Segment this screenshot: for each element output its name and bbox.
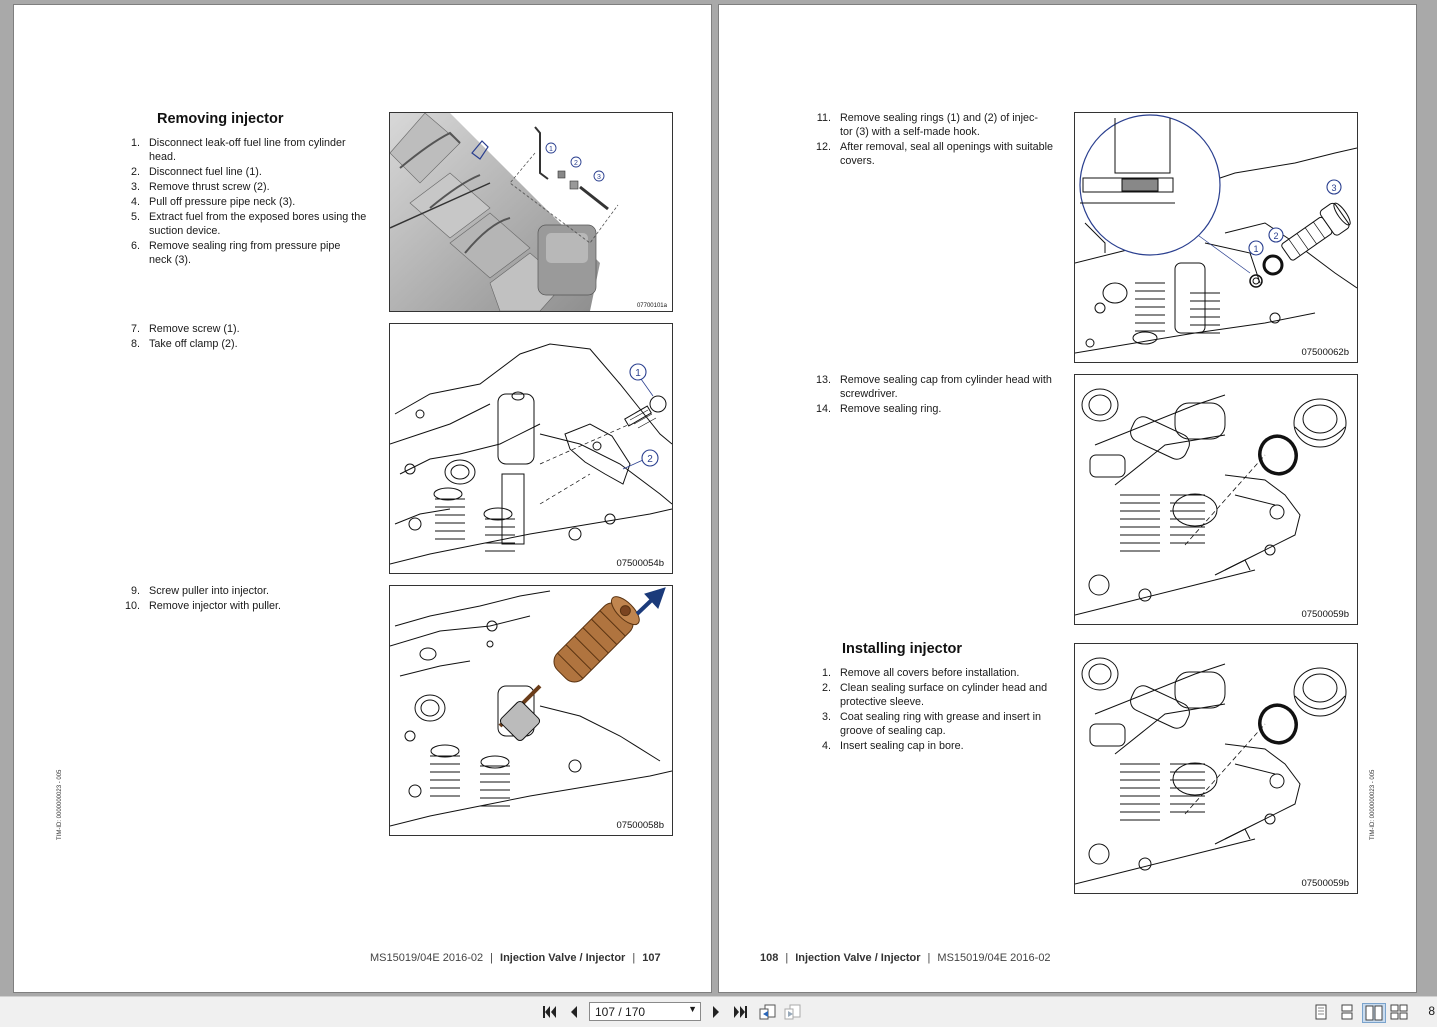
step-text: Insert sealing cap in bore. — [840, 740, 964, 752]
last-page-icon[interactable] — [732, 1003, 750, 1021]
first-page-icon[interactable] — [540, 1003, 558, 1021]
step-text: groove of sealing cap. — [840, 725, 946, 737]
step-text: head. — [149, 151, 177, 163]
figure-code: 07700101a — [636, 303, 667, 309]
callout-1: 1 — [635, 368, 641, 379]
step-item — [118, 150, 378, 164]
next-page-icon[interactable] — [707, 1003, 725, 1021]
page-number-select[interactable] — [589, 1002, 701, 1021]
step-item — [118, 195, 378, 209]
step-list — [809, 666, 1074, 753]
step-list — [118, 136, 378, 267]
footer-chapter: Injection Valve / Injector — [500, 952, 626, 964]
page-108 — [718, 4, 1417, 993]
continuous-facing-view-icon[interactable] — [1390, 1003, 1408, 1021]
step-item — [809, 739, 1074, 753]
callout-3: 3 — [597, 174, 601, 181]
step-text: Remove screw (1). — [149, 323, 240, 335]
figure-code: 07500059b — [1301, 878, 1349, 889]
step-item — [809, 666, 1074, 680]
section-title-installing-injector: Installing injector — [842, 641, 963, 657]
step-item — [118, 210, 378, 224]
step-text: Remove sealing cap from cylinder head with — [840, 374, 1052, 386]
step-item — [118, 337, 378, 351]
sealing-cap-removal-figure — [1074, 374, 1358, 625]
page-107 — [13, 4, 712, 993]
step-text: tor (3) with a self-made hook. — [840, 126, 980, 138]
step-number: 9. — [130, 585, 140, 597]
viewer-toolbar — [0, 996, 1437, 1027]
step-number: 1. — [130, 137, 140, 149]
step-item — [809, 724, 1074, 738]
footer-chapter: Injection Valve / Injector — [795, 952, 921, 964]
go-forward-icon[interactable] — [784, 1003, 802, 1021]
step-number: 12. — [815, 141, 831, 153]
step-item — [809, 373, 1074, 387]
step-number: 7. — [130, 323, 140, 335]
step-item — [118, 253, 378, 267]
step-list — [809, 373, 1074, 416]
footer-doc-number: MS15019/04E 2016-02 — [937, 952, 1051, 964]
step-text: Screw puller into injector. — [149, 585, 270, 597]
step-text: After removal, seal all openings with suitable — [840, 141, 1054, 153]
step-item — [118, 599, 378, 613]
step-text: covers. — [840, 155, 875, 167]
step-text: Remove all covers before installation. — [840, 667, 1020, 679]
step-text: screwdriver. — [840, 388, 898, 400]
step-number: 4. — [130, 196, 140, 208]
step-number: 1. — [821, 667, 831, 679]
go-back-icon[interactable] — [759, 1003, 777, 1021]
step-text: Pull off pressure pipe neck (3). — [149, 196, 296, 208]
step-item — [118, 224, 378, 238]
step-number: 5. — [130, 211, 140, 223]
step-item — [118, 239, 378, 253]
step-text: Remove sealing ring from pressure pipe — [149, 240, 341, 252]
callout-3: 3 — [1331, 183, 1337, 193]
section-title-removing-injector: Removing injector — [157, 111, 284, 127]
callout-2: 2 — [647, 454, 653, 465]
step-item — [118, 584, 378, 598]
side-document-code: TIM-ID: 0000000023 - 005 — [57, 769, 63, 840]
figure-code: 07500062b — [1301, 347, 1349, 358]
page-footer: MS15019/04E 2016-02 | Injection Valve / Injector | 107 — [370, 952, 661, 964]
step-list — [118, 584, 378, 613]
callout-2: 2 — [574, 160, 578, 167]
step-text: Coat sealing ring with grease and insert in — [840, 711, 1042, 723]
step-number: 3. — [821, 711, 831, 723]
step-number: 4. — [821, 740, 831, 752]
page-number: 107 — [642, 952, 661, 964]
clamp-screw-figure — [389, 323, 673, 574]
callout-1: 1 — [549, 146, 553, 153]
step-text: Extract fuel from the exposed bores using the — [149, 211, 367, 223]
step-text: neck (3). — [149, 254, 192, 266]
step-number: 2. — [130, 166, 140, 178]
chevron-down-icon: ▼ — [688, 1004, 697, 1014]
figure-code: 07500059b — [1301, 609, 1349, 620]
step-item — [118, 165, 378, 179]
step-text: Disconnect fuel line (1). — [149, 166, 262, 178]
step-text: Clean sealing surface on cylinder head and — [840, 682, 1048, 694]
step-item — [809, 154, 1074, 168]
step-number: 13. — [815, 374, 831, 386]
step-item — [809, 111, 1074, 125]
continuous-view-icon[interactable] — [1338, 1003, 1356, 1021]
step-item — [809, 140, 1074, 154]
page-number: 108 — [760, 952, 779, 964]
step-item — [118, 322, 378, 336]
step-text: suction device. — [149, 225, 221, 237]
callout-2: 2 — [1273, 231, 1279, 241]
step-number: 10. — [124, 600, 140, 612]
step-list — [118, 322, 378, 351]
step-item — [118, 180, 378, 194]
side-document-code: TIM-ID: 0000000023 - 005 — [1370, 769, 1376, 840]
prev-page-icon[interactable] — [565, 1003, 583, 1021]
step-item — [809, 402, 1074, 416]
sealing-rings-figure — [1074, 112, 1358, 363]
page-indicator: 107 / 170 — [595, 1005, 646, 1019]
page-footer: 108 | Injection Valve / Injector | MS15019/04E 2016-02 — [760, 952, 1051, 964]
step-item — [809, 125, 1074, 139]
figure-code: 07500054b — [616, 558, 664, 569]
step-list — [809, 111, 1074, 168]
step-text: Take off clamp (2). — [149, 338, 238, 350]
step-number: 11. — [816, 112, 831, 124]
step-item — [809, 710, 1074, 724]
step-item — [809, 695, 1074, 709]
step-number: 6. — [130, 240, 140, 252]
step-number: 3. — [130, 181, 140, 193]
figure-code: 07500058b — [616, 820, 664, 831]
step-text: Remove sealing rings (1) and (2) of injec- — [840, 112, 1039, 124]
step-text: Remove thrust screw (2). — [149, 181, 270, 193]
step-number: 2. — [821, 682, 831, 694]
injector-puller-figure — [389, 585, 673, 836]
step-text: Disconnect leak-off fuel line from cylinder — [149, 137, 346, 149]
facing-pages-view-icon[interactable] — [1362, 1003, 1386, 1023]
step-number: 14. — [815, 403, 831, 415]
step-item — [809, 681, 1074, 695]
single-page-view-icon[interactable] — [1312, 1003, 1330, 1021]
step-text: Remove sealing ring. — [840, 403, 942, 415]
step-number: 8. — [130, 338, 140, 350]
sealing-cap-install-figure — [1074, 643, 1358, 894]
zoom-level[interactable]: 8 — [1428, 1004, 1435, 1018]
footer-doc-number: MS15019/04E 2016-02 — [370, 952, 484, 964]
callout-1: 1 — [1253, 244, 1259, 254]
step-item — [118, 136, 378, 150]
step-text: Remove injector with puller. — [149, 600, 282, 612]
step-text: protective sleeve. — [840, 696, 925, 708]
engine-fuel-line-figure — [389, 112, 673, 312]
step-item — [809, 387, 1074, 401]
